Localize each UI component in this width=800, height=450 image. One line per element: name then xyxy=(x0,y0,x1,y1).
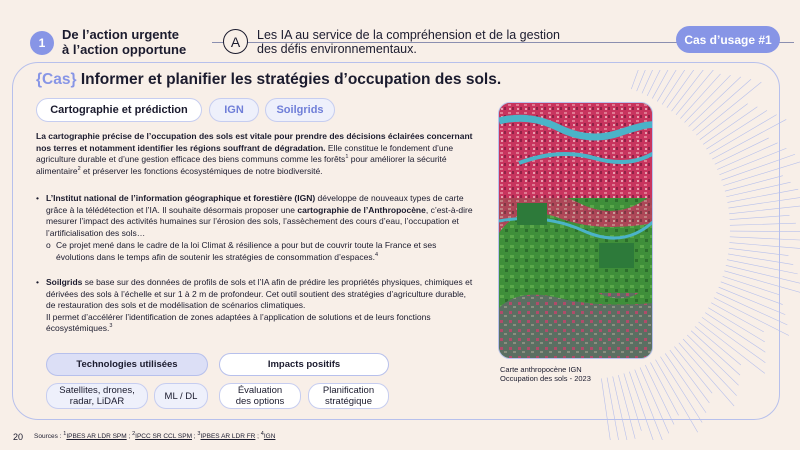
decorative-ray xyxy=(729,248,789,255)
source-link-3[interactable]: IPBES AR LDR FR xyxy=(200,433,256,440)
bullet-dot: • xyxy=(36,277,39,287)
step-title-line-1: De l’action urgente xyxy=(62,27,180,42)
chip-cartographie xyxy=(36,98,202,122)
sources-label: Sources : xyxy=(34,433,62,440)
decorative-ray xyxy=(647,70,682,96)
sub-bullet-text: Ce projet mené dans le cadre de la loi Climat & résilience a pour but de couvrir toute la France et ses évolutions dans le temps afin de soutenir les stratégies de consommation d’espaces. xyxy=(56,240,437,262)
decorative-ray xyxy=(709,115,776,154)
decorative-ray xyxy=(721,154,795,180)
intro-sup-2: 2 xyxy=(77,165,81,172)
technologies-heading xyxy=(46,353,208,376)
tag-evaluation-line-2: des options xyxy=(235,396,285,407)
tag-evaluation-line-1: Évaluation xyxy=(237,385,283,396)
decorative-ray xyxy=(655,360,697,433)
decorative-ray xyxy=(652,70,692,99)
theme-title xyxy=(257,28,597,56)
bullet-soilgrids-bold: Soilgrids xyxy=(46,277,83,287)
map-caption-line-1: Carte anthropocène IGN xyxy=(500,365,582,374)
map-caption xyxy=(500,365,591,383)
intro-bold: La cartographie précise de l’occupation des sols est vitale pour prendre des décisions éclairées concernant nos terres et notamment identifier les régions souffrant de dégradation. xyxy=(36,131,473,153)
decorative-ray xyxy=(719,148,786,175)
source-separator: ; xyxy=(255,433,261,440)
decorative-ray xyxy=(660,357,702,423)
source-2-sup: 2 xyxy=(132,430,136,437)
use-case-label: Cas d’usage #1 xyxy=(684,32,772,47)
decorative-ray xyxy=(708,308,764,342)
decorative-ray xyxy=(624,373,642,430)
decorative-ray xyxy=(723,161,800,186)
technologies-title: Technologies utilisées xyxy=(76,359,178,370)
bullet-ign xyxy=(36,193,476,239)
decorative-ray xyxy=(715,138,769,164)
intro-text-1: Elle constitue le fondement d’une agriculture durable et d’une gestion efficace des biens communs comme les forêts xyxy=(36,142,454,165)
decorative-ray xyxy=(729,243,800,250)
decorative-ray xyxy=(665,353,706,412)
decorative-ray xyxy=(676,70,730,115)
chip-ign-label: IGN xyxy=(224,104,244,116)
decorative-ray xyxy=(728,197,800,208)
decorative-ray xyxy=(645,365,674,424)
impacts-heading xyxy=(219,353,389,376)
tag-satellites-line-1: Satellites, drones, xyxy=(59,385,135,396)
map-caption-line-2: Occupation des sols - 2023 xyxy=(500,374,591,383)
bullet-ign-bold-2: cartographie de l’Anthropocène xyxy=(297,204,426,215)
source-3-sup: 3 xyxy=(197,430,201,437)
decorative-ray xyxy=(730,231,800,232)
decorative-ray xyxy=(650,362,678,415)
use-case-badge xyxy=(676,26,780,53)
decorative-ray xyxy=(717,143,777,170)
source-link-4[interactable]: IGN xyxy=(263,433,276,440)
tag-evaluation xyxy=(219,383,301,409)
source-4-sup: 4 xyxy=(260,430,264,437)
source-link-1[interactable]: IPBES AR LDR SPM xyxy=(66,433,127,440)
sub-bullet-marker: o xyxy=(46,240,51,250)
chip-ign xyxy=(209,98,259,122)
source-1-sup: 1 xyxy=(63,430,67,437)
intro-text-3: et préserver les fonctions écosystémiques de notre biodiversité. xyxy=(80,165,323,176)
map-graphic xyxy=(499,103,653,359)
section-letter: A xyxy=(230,33,241,50)
decorative-ray xyxy=(711,303,763,332)
source-separator: ; xyxy=(191,433,198,440)
step-number-badge xyxy=(30,31,54,55)
decorative-ray xyxy=(730,237,800,241)
sources-footer xyxy=(34,430,276,440)
decorative-ray xyxy=(705,313,765,353)
decorative-ray xyxy=(727,189,798,202)
decorative-ray xyxy=(635,370,663,440)
decorative-ray xyxy=(729,205,800,214)
page-title xyxy=(36,71,501,89)
decorative-ray xyxy=(725,176,783,192)
tag-planification-line-1: Planification xyxy=(322,385,375,396)
decorative-ray xyxy=(618,375,635,439)
decorative-ray xyxy=(667,70,709,108)
case-tag: {Cas} xyxy=(36,71,77,88)
bullet-ign-bold-1: L’Institut national de l’information géographique et forestière (IGN) xyxy=(46,193,316,203)
decorative-ray xyxy=(730,223,796,225)
sub-bullet-sup: 4 xyxy=(374,251,378,258)
decorative-ray xyxy=(689,77,741,127)
decorative-ray xyxy=(730,215,790,219)
tag-planification-line-2: stratégique xyxy=(324,396,372,407)
intro-sup-1: 1 xyxy=(345,154,349,161)
page-title-text: Informer et planifier les stratégies d’occupation des sols. xyxy=(80,71,502,88)
decorative-ray xyxy=(687,335,738,385)
step-title xyxy=(62,27,186,57)
decorative-ray xyxy=(672,70,720,111)
decorative-ray xyxy=(691,331,740,375)
theme-title-line-2: des défis environnementaux. xyxy=(257,42,417,56)
decorative-ray xyxy=(726,182,790,197)
chip-soilgrids xyxy=(265,98,335,122)
tag-ml-dl xyxy=(154,383,208,409)
anthropocene-map-image xyxy=(498,102,653,359)
decorative-ray xyxy=(712,119,786,159)
bullet-soilgrids-text: se base sur des données de profils de sols et l’IA afin de prédire les propriétés physiques, chimiques et dérivées des sols à l’échelle et sur 1 à 2 m de profondeur. Cet outil soutient des stratégies d’agriculture durable, de restauration des sols et de modélisation de scénarios climatiques. xyxy=(46,277,473,311)
source-separator: ; xyxy=(126,433,133,440)
chip-cartographie-label: Cartographie et prédiction xyxy=(50,104,188,116)
tag-planification xyxy=(308,383,389,409)
bullet-soilgrids-sup: 3 xyxy=(109,323,113,330)
step-number: 1 xyxy=(38,36,46,50)
impacts-title: Impacts positifs xyxy=(267,359,341,370)
decorative-ray xyxy=(728,254,793,265)
section-letter-badge xyxy=(223,29,248,54)
sub-bullet-ign xyxy=(46,240,476,263)
decorative-ray xyxy=(601,378,613,440)
decorative-ray xyxy=(640,367,669,433)
decorative-ray xyxy=(703,107,757,145)
step-title-line-2: à l’action opportune xyxy=(62,42,187,57)
tag-satellites-line-2: radar, LiDAR xyxy=(69,396,125,407)
chip-soilgrids-label: Soilgrids xyxy=(276,104,324,116)
decorative-ray xyxy=(721,282,783,305)
page-number: 20 xyxy=(13,432,24,442)
decorative-ray xyxy=(662,70,698,104)
decorative-ray xyxy=(727,260,798,274)
intro-text-2: pour améliorer la sécurité alimentaire xyxy=(36,154,447,176)
source-link-2[interactable]: IPCC SR CCL SPM xyxy=(135,433,192,440)
intro-paragraph xyxy=(36,131,476,177)
bullet-soilgrids xyxy=(36,277,476,335)
decorative-ray xyxy=(657,70,688,101)
decorative-ray xyxy=(716,292,787,324)
bullet-dot: • xyxy=(36,193,39,203)
decorative-ray xyxy=(714,298,789,336)
theme-title-line-1: Les IA au service de la compréhension et de la gestion xyxy=(257,28,560,42)
bullet-ign-text-2: , c’est-à-dire mesurer l’impact des activités humaines sur l’érosion des sols, l’assèchement des cours d’eau, l’occupation et l’artificialisation des sols… xyxy=(46,204,473,238)
decorative-ray xyxy=(719,287,786,314)
decorative-ray xyxy=(613,376,629,440)
tag-satellites xyxy=(46,383,148,409)
decorative-ray xyxy=(685,75,731,122)
bullet-ign-text-1: développe de nouveaux types de carte grâce à la télédétection et l’IA. Il souhaite désormais proposer une xyxy=(46,193,464,215)
bullet-soilgrids-text-2: Il permet d’accélérer l’identification de zones adaptées à l’application de solutions et de leurs fonctions écosystémiques. xyxy=(46,311,431,334)
tag-ml-dl-label: ML / DL xyxy=(164,390,198,402)
